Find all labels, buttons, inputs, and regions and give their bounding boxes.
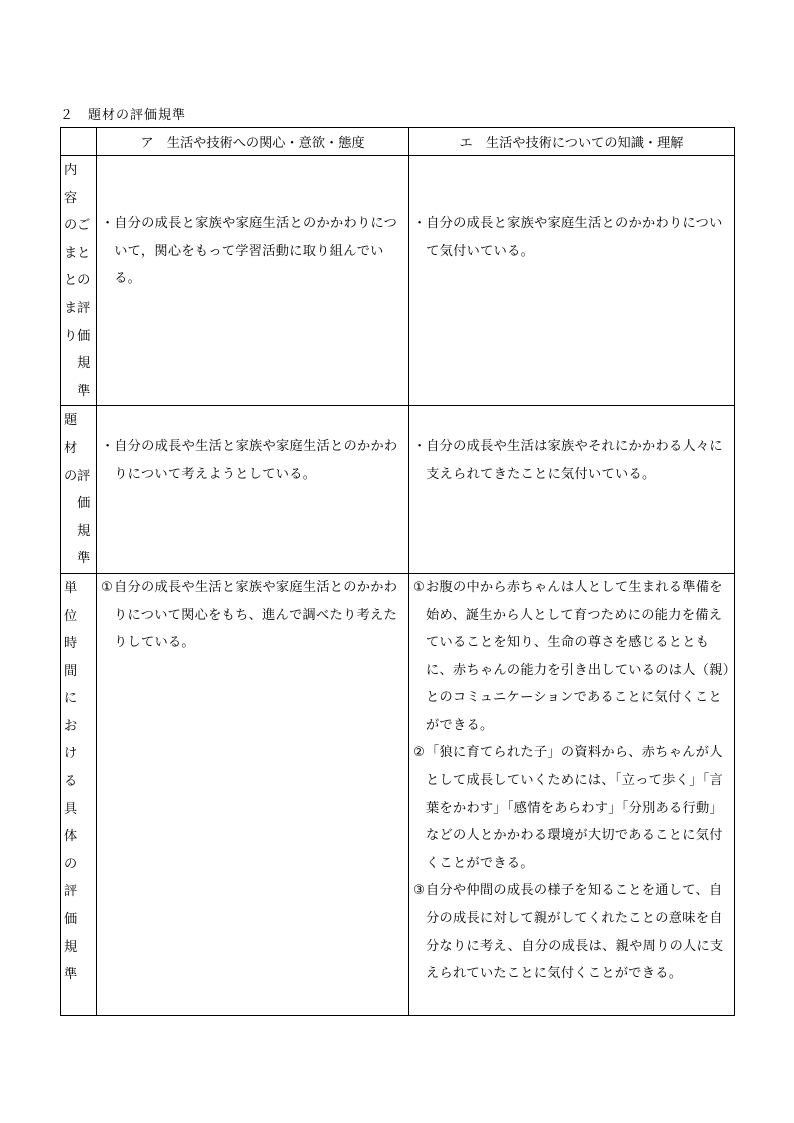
item-marker: ・ (101, 439, 115, 455)
row-label-line: の評 (64, 468, 91, 484)
criterion-item (413, 433, 732, 488)
item-marker: ② (413, 745, 425, 761)
row-label-line: 規 (64, 523, 91, 539)
criterion-item (413, 877, 732, 987)
item-marker: ① (101, 579, 113, 595)
row-label-cell (61, 406, 97, 574)
criterion-item (413, 574, 732, 740)
item-marker: ・ (101, 216, 115, 231)
item-marker: ① (413, 579, 425, 595)
row-label-line: 位 (64, 608, 78, 624)
item-text: 自分の成長や生活と家族や家庭生活とのかかわりについて関心をもち、進んで調べたり考えたりしている。 (114, 579, 398, 651)
row-label-line: のご (64, 218, 91, 234)
item-marker: ・ (413, 216, 427, 231)
section-heading: ２ 題材の評価規準 (60, 108, 187, 123)
criterion-item (101, 210, 406, 293)
item-marker: ③ (413, 883, 425, 899)
row-label-line: まと (64, 245, 91, 261)
row-label-line: 準 (64, 551, 91, 567)
item-text: お腹の中から赤ちゃんは人として生まれる準備を始め、誕生から人として育つためにの能力を備えていることを知り、生命の尊さを感じるとともに、赤ちゃんの能力を引き出しているのは人（親）とのコミュニケーションであることに気付くことができる。 (426, 579, 730, 733)
row-label (61, 406, 96, 573)
criterion-item (413, 739, 732, 877)
knowledge-cell (409, 406, 735, 574)
row-label-line: の (64, 856, 78, 872)
interest-cell (97, 573, 409, 1015)
table-row (61, 156, 735, 406)
item-text: 「狼に育てられた子」の資料から、赤ちゃんが人として成長していくためには、「立って歩く」「言葉をかわす」「感情をあらわす」「分別ある行動」などの人とかかわる環境が大切であることに気付くことができる。 (426, 745, 724, 871)
row-label-cell (61, 573, 97, 1015)
item-text: 自分の成長と家族や家庭生活とのかかわりについて気付いている。 (426, 216, 723, 259)
interest-cell (97, 406, 409, 574)
row-label-line: 価 (64, 912, 78, 928)
row-label-line: 容 (64, 190, 78, 206)
criterion-item (413, 210, 732, 265)
row-label-line: ま評 (64, 300, 91, 316)
row-label-line: り価 (64, 328, 91, 344)
corner-cell (61, 128, 97, 156)
evaluation-criteria-table (60, 127, 735, 1016)
table-row (61, 406, 735, 574)
row-label-line: 体 (64, 829, 78, 845)
row-label-line: 準 (64, 967, 78, 983)
row-label-line: け (64, 746, 78, 762)
column-header-interest: ア 生活や技術への関心・意欲・態度 (97, 128, 409, 156)
column-header-knowledge: エ 生活や技術についての知識・理解 (409, 128, 735, 156)
item-text: 自分や仲間の成長の様子を知ることを通して、自分の成長に対して親がしてくれたことの意味を自分なりに考え、自分の成長は、親や周りの人に支えられていたことに気付くことができる。 (426, 883, 724, 982)
row-label-line: 材 (64, 440, 78, 456)
row-label-line: 時 (64, 636, 78, 652)
criterion-item (101, 574, 406, 657)
row-label-line: 間 (64, 663, 78, 679)
row-label-line: との (64, 273, 91, 289)
item-text: 自分の成長や生活は家族やそれにかかわる人々に支えられてきたことに気付いている。 (426, 439, 723, 482)
row-label-line: る (64, 774, 78, 790)
criterion-item (101, 433, 406, 488)
knowledge-cell (409, 156, 735, 406)
interest-cell (97, 156, 409, 406)
item-text: 自分の成長と家族や家庭生活とのかかわりについて，関心をもって学習活動に取り組んでいる。 (114, 216, 398, 287)
row-label-line: 題 (64, 413, 78, 429)
row-label-line: に (64, 691, 78, 707)
row-label-line: 内 (64, 163, 78, 178)
row-label-line: 評 (64, 884, 78, 900)
table-header-row (61, 128, 735, 156)
item-text: 自分の成長や生活と家族や家庭生活とのかかわりについて考えようとしている。 (114, 439, 398, 482)
table-row (61, 573, 735, 1015)
row-label-line: 規 (64, 939, 78, 955)
row-label-line: 価 (64, 496, 91, 512)
row-label (61, 156, 96, 405)
row-label-cell (61, 156, 97, 406)
row-label (61, 574, 96, 989)
row-label-line: 準 (64, 383, 91, 399)
row-label-line: お (64, 718, 78, 734)
row-label-line: 単 (64, 580, 78, 596)
item-marker: ・ (413, 439, 427, 455)
knowledge-cell (409, 573, 735, 1015)
row-label-line: 具 (64, 801, 78, 817)
row-label-line: 規 (64, 356, 91, 372)
